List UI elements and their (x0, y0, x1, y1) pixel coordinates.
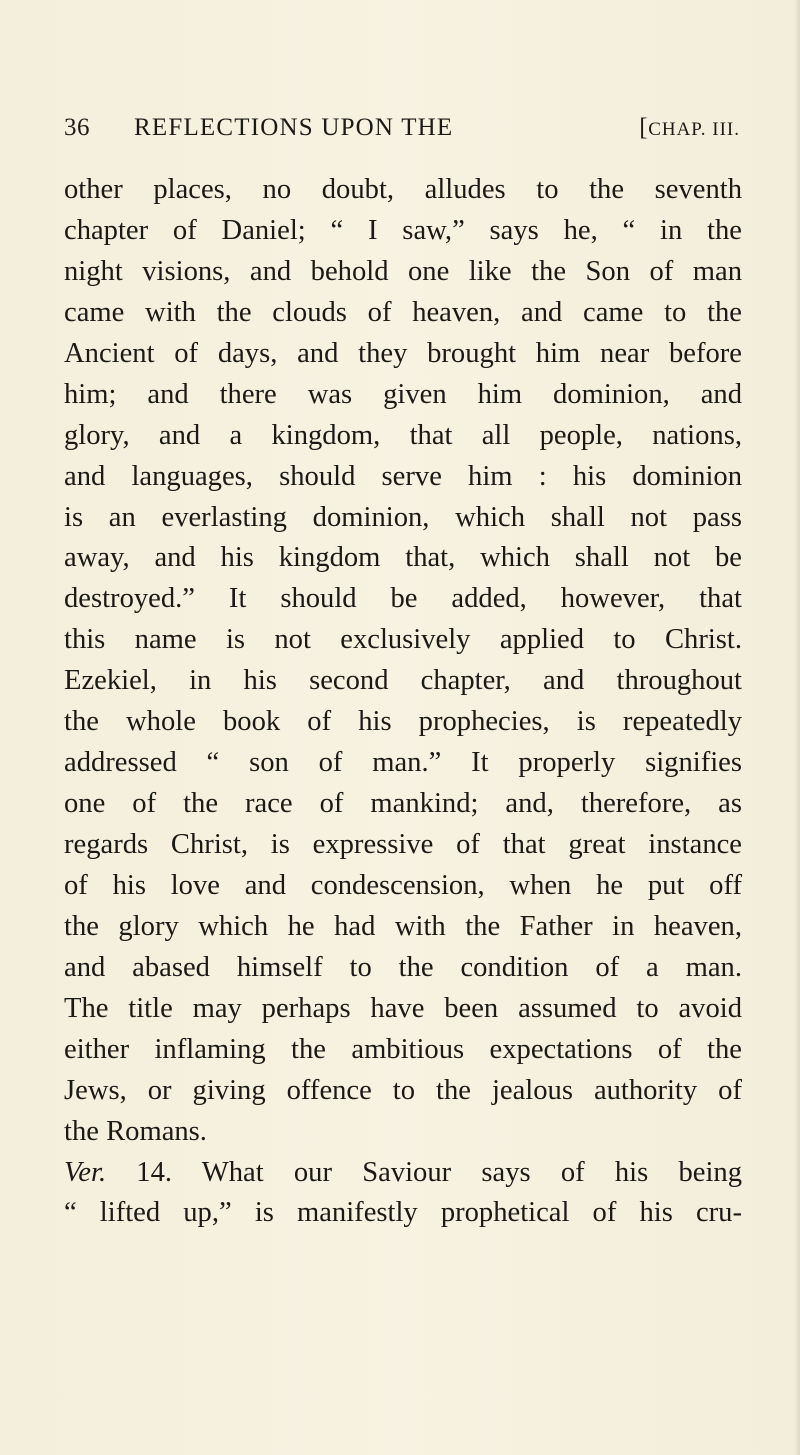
text-line: addressed “ son of man.” It properly signifies (64, 747, 742, 779)
chapter-bracket: [ (639, 114, 649, 141)
text-line: glory, and a kingdom, that all people, nations, (64, 419, 742, 451)
text-line: either inflaming the ambitious expectations of the (64, 1033, 742, 1065)
verse-line (64, 1153, 742, 1194)
text-line: the whole book of his prophecies, is repeatedly (64, 706, 742, 738)
verse-line-text: 14. What our Saviour says of his being (106, 1156, 742, 1188)
text-line: away, and his kingdom that, which shall not be (64, 542, 742, 574)
page-header (64, 114, 740, 148)
text-line: of his love and condescension, when he put off (64, 869, 742, 901)
text-line: one of the race of mankind; and, therefore, as (64, 788, 742, 820)
text-line: came with the clouds of heaven, and came to the (64, 296, 742, 328)
text-line: this name is not exclusively applied to Christ. (64, 624, 742, 656)
text-line: night visions, and behold one like the Son of man (64, 255, 742, 287)
text-line: Ancient of days, and they brought him near before (64, 337, 742, 369)
running-head: REFLECTIONS UPON THE (134, 114, 454, 141)
text-line: the glory which he had with the Father in heaven, (64, 910, 742, 942)
text-line: Ezekiel, in his second chapter, and throughout (64, 665, 742, 697)
text-line-final: “ lifted up,” is manifestly prophetical of his cru- (64, 1197, 742, 1229)
text-line: The title may perhaps have been assumed to avoid (64, 992, 742, 1024)
chapter-reference (639, 114, 740, 142)
chapter-label: CHAP. III. (648, 119, 740, 140)
text-line: destroyed.” It should be added, however, that (64, 583, 742, 615)
verse-label: Ver. (64, 1156, 107, 1188)
text-line: is an everlasting dominion, which shall not pass (64, 501, 742, 533)
text-line: and abased himself to the condition of a man. (64, 951, 742, 983)
text-line: Jews, or giving offence to the jealous authority of (64, 1074, 742, 1106)
page-edge-shadow (794, 0, 800, 1455)
text-line: him; and there was given him dominion, and (64, 378, 742, 410)
text-line: other places, no doubt, alludes to the seventh (64, 174, 742, 205)
text-line: chapter of Daniel; “ I saw,” says he, “ in the (64, 214, 742, 246)
page-number: 36 (64, 114, 90, 141)
body-text (64, 170, 742, 1234)
text-line: and languages, should serve him : his dominion (64, 460, 742, 492)
text-line-paragraph-end: the Romans. (64, 1115, 207, 1147)
text-line: regards Christ, is expressive of that great instance (64, 829, 742, 860)
